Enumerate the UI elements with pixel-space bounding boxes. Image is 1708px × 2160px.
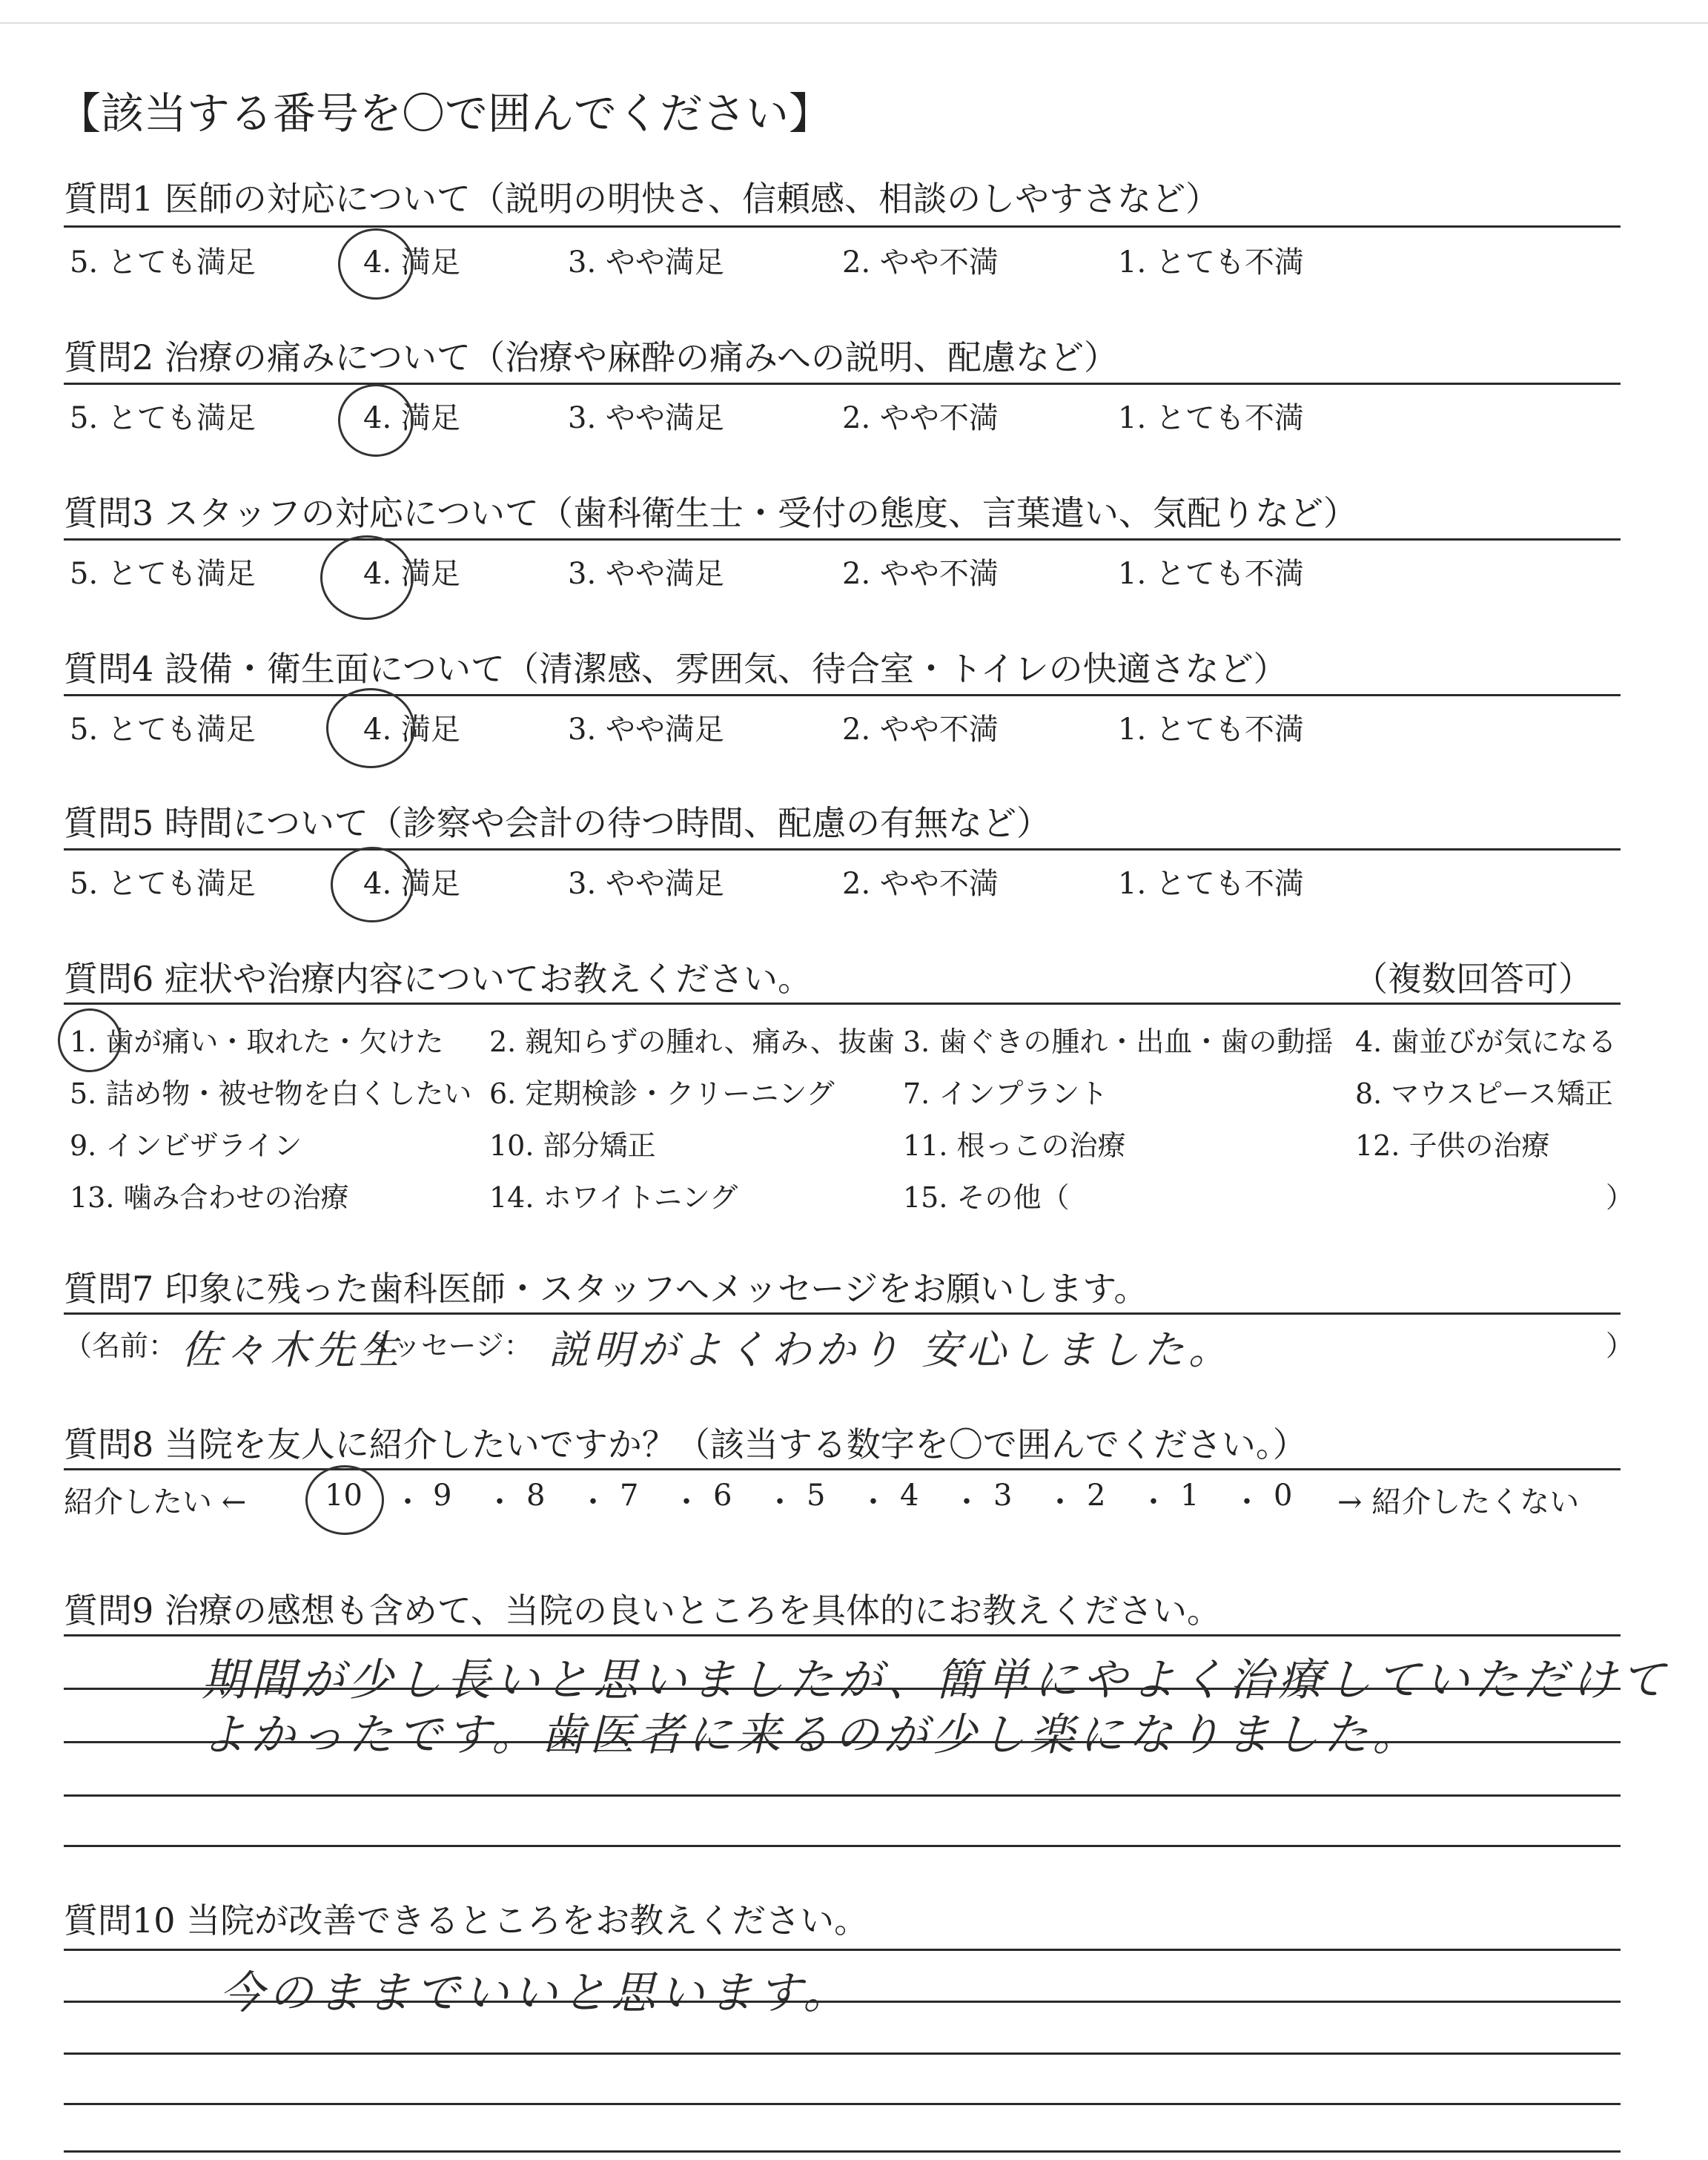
q6-option-13[interactable]: 13. 噛み合わせの治療	[70, 1181, 349, 1214]
answer-line	[64, 2103, 1621, 2105]
q8-right-label: → 紹介したくない	[1337, 1485, 1580, 1519]
divider	[64, 848, 1621, 851]
q6-option-8[interactable]: 8. マウスピース矯正	[1355, 1077, 1613, 1110]
q2-selection-circle	[338, 384, 414, 457]
q8-separator: ・	[1045, 1485, 1075, 1519]
divider	[64, 1468, 1621, 1470]
q3-option-1[interactable]: 1. とても不満	[1118, 557, 1304, 591]
question-3-label: 質問3 スタッフの対応について（歯科衛生士・受付の態度、言葉遣い、気配りなど）	[64, 493, 1357, 533]
answer-line	[64, 1845, 1621, 1847]
q8-separator: ・	[952, 1485, 982, 1519]
q4-option-3[interactable]: 3. やや満足	[568, 713, 724, 747]
q1-option-3[interactable]: 3. やや満足	[568, 245, 724, 280]
q8-value-7[interactable]: 7	[620, 1479, 639, 1513]
q1-option-1[interactable]: 1. とても不満	[1118, 245, 1304, 280]
q8-value-2[interactable]: 2	[1087, 1479, 1106, 1513]
q10-answer-line-1[interactable]: 今のままでいいと思います。	[219, 1967, 853, 2019]
q7-message-label: メッセージ：	[365, 1330, 532, 1362]
q5-option-3[interactable]: 3. やや満足	[568, 867, 724, 901]
answer-line	[64, 1794, 1621, 1797]
divider	[64, 225, 1621, 228]
question-10-label: 質問10 当院が改善できるところをお教えください。	[64, 1900, 869, 1941]
q3-option-3[interactable]: 3. やや満足	[568, 557, 724, 591]
q6-option-1[interactable]: 1. 歯が痛い・取れた・欠けた	[70, 1025, 444, 1058]
q3-option-2[interactable]: 2. やや不満	[842, 557, 999, 591]
page-top-edge	[0, 22, 1708, 24]
q6-option-15-close: ）	[1606, 1181, 1635, 1214]
q5-option-5[interactable]: 5. とても満足	[70, 867, 256, 901]
q1-option-4[interactable]: 4. 満足	[363, 245, 460, 280]
q8-separator: ・	[578, 1485, 608, 1519]
q8-value-5[interactable]: 5	[807, 1479, 826, 1513]
q8-value-1[interactable]: 1	[1180, 1479, 1199, 1513]
q5-option-2[interactable]: 2. やや不満	[842, 867, 999, 901]
q6-option-10[interactable]: 10. 部分矯正	[489, 1129, 656, 1162]
q3-selection-circle	[320, 535, 414, 620]
q7-name-label: （名前：	[64, 1330, 177, 1362]
q3-option-4[interactable]: 4. 満足	[363, 557, 460, 591]
q1-option-2[interactable]: 2. やや不満	[842, 245, 999, 280]
q8-value-8[interactable]: 8	[526, 1479, 546, 1513]
q8-value-9[interactable]: 9	[433, 1479, 452, 1513]
q2-option-4[interactable]: 4. 満足	[363, 401, 460, 435]
question-2-label: 質問2 治療の痛みについて（治療や麻酔の痛みへの説明、配慮など）	[64, 337, 1119, 377]
q7-name-value[interactable]: 佐々木先生	[181, 1327, 403, 1373]
q6-option-3[interactable]: 3. 歯ぐきの腫れ・出血・歯の動揺	[903, 1025, 1334, 1058]
q1-selection-circle	[338, 228, 414, 300]
q4-option-4[interactable]: 4. 満足	[363, 713, 460, 747]
q8-separator: ・	[672, 1485, 701, 1519]
q8-value-10[interactable]: 10	[325, 1479, 363, 1513]
q8-value-6[interactable]: 6	[713, 1479, 732, 1513]
q6-option-9[interactable]: 9. インビザライン	[70, 1129, 302, 1162]
q8-value-3[interactable]: 3	[993, 1479, 1013, 1513]
question-6-note: （複数回答可）	[1354, 959, 1592, 999]
answer-line	[64, 1634, 1621, 1636]
q7-message-value[interactable]: 説明がよくわかり 安心しました。	[549, 1327, 1234, 1373]
divider	[64, 1003, 1621, 1005]
q5-option-1[interactable]: 1. とても不満	[1118, 867, 1304, 901]
form-title: 【該当する番号を〇で囲んでください】	[58, 88, 833, 139]
q4-option-5[interactable]: 5. とても満足	[70, 713, 256, 747]
q6-selection-circle	[58, 1008, 122, 1072]
question-1-label: 質問1 医師の対応について（説明の明快さ、信頼感、相談のしやすさなど）	[64, 179, 1220, 219]
q7-close: ）	[1606, 1330, 1635, 1362]
divider	[64, 538, 1621, 541]
question-7-label: 質問7 印象に残った歯科医師・スタッフへメッセージをお願いします。	[64, 1269, 1148, 1309]
question-4-label: 質問4 設備・衛生面について（清潔感、雰囲気、待合室・トイレの快適さなど）	[64, 649, 1288, 689]
divider	[64, 694, 1621, 696]
question-6-label: 質問6 症状や治療内容についてお教えください。	[64, 959, 812, 999]
q3-option-5[interactable]: 5. とても満足	[70, 557, 256, 591]
divider	[64, 383, 1621, 385]
q8-separator: ・	[485, 1485, 514, 1519]
q8-selection-circle	[305, 1465, 384, 1535]
q8-separator: ・	[858, 1485, 888, 1519]
q8-separator: ・	[1232, 1485, 1262, 1519]
answer-line	[64, 2052, 1621, 2055]
q6-option-15[interactable]: 15. その他（	[903, 1181, 1070, 1214]
q6-option-7[interactable]: 7. インプラント	[903, 1077, 1108, 1110]
q2-option-5[interactable]: 5. とても満足	[70, 401, 256, 435]
q5-option-4[interactable]: 4. 満足	[363, 867, 460, 901]
q2-option-1[interactable]: 1. とても不満	[1118, 401, 1304, 435]
answer-line	[64, 1949, 1621, 1951]
q6-option-6[interactable]: 6. 定期検診・クリーニング	[489, 1077, 835, 1110]
answer-line	[64, 2150, 1621, 2153]
q8-separator: ・	[1139, 1485, 1168, 1519]
q6-option-5[interactable]: 5. 詰め物・被せ物を白くしたい	[70, 1077, 472, 1110]
q4-selection-circle	[326, 688, 415, 768]
q2-option-3[interactable]: 3. やや満足	[568, 401, 724, 435]
q4-option-1[interactable]: 1. とても不満	[1118, 713, 1304, 747]
q8-separator: ・	[393, 1485, 423, 1519]
divider	[64, 1312, 1621, 1315]
q5-selection-circle	[331, 847, 414, 922]
q1-option-5[interactable]: 5. とても満足	[70, 245, 256, 280]
q6-option-2[interactable]: 2. 親知らずの腫れ、痛み、抜歯	[489, 1025, 895, 1058]
q6-option-4[interactable]: 4. 歯並びが気になる	[1355, 1025, 1617, 1058]
q8-separator: ・	[765, 1485, 795, 1519]
q8-value-0[interactable]: 0	[1274, 1479, 1293, 1513]
q4-option-2[interactable]: 2. やや不満	[842, 713, 999, 747]
q8-value-4[interactable]: 4	[900, 1479, 919, 1513]
q6-option-14[interactable]: 14. ホワイトニング	[489, 1181, 738, 1214]
q6-option-12[interactable]: 12. 子供の治療	[1355, 1129, 1550, 1162]
q9-answer-line-2[interactable]: よかったです。歯医者に来るのが少し楽になりました。	[202, 1709, 1422, 1761]
q6-option-11[interactable]: 11. 根っこの治療	[903, 1129, 1126, 1162]
question-5-label: 質問5 時間について（診察や会計の待つ時間、配慮の有無など）	[64, 803, 1050, 843]
q2-option-2[interactable]: 2. やや不満	[842, 401, 999, 435]
question-9-label: 質問9 治療の感想も含めて、当院の良いところを具体的にお教えください。	[64, 1591, 1221, 1631]
q8-left-label: 紹介したい ←	[64, 1485, 247, 1519]
question-8-label: 質問8 当院を友人に紹介したいですか？（該当する数字を〇で囲んでください。）	[64, 1424, 1307, 1464]
q9-answer-line-1[interactable]: 期間が少し長いと思いましたが、簡単にやよく治療していただけて	[202, 1654, 1669, 1706]
